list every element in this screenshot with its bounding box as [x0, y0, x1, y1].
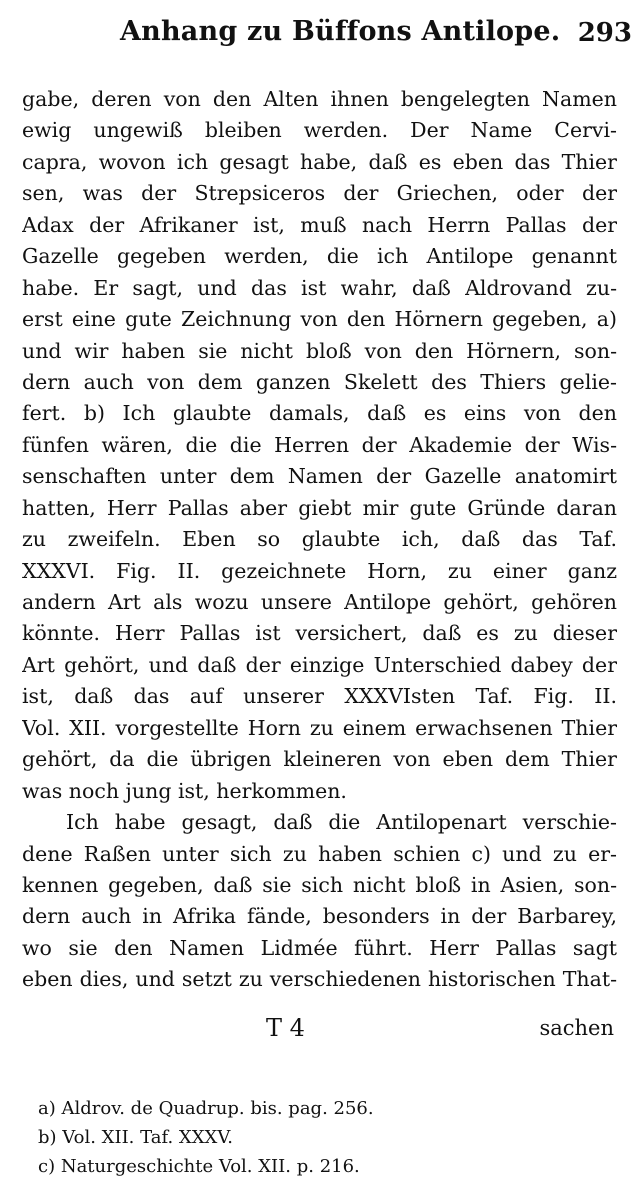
text-line: senschaften unter dem Namen der Gazelle anatomirt	[22, 464, 617, 489]
body-text	[22, 84, 617, 996]
text-line: Ich habe gesagt, daß die Antilopenart verschie-	[66, 810, 617, 835]
footnote: a) Aldrov. de Quadrup. bis. pag. 256.	[38, 1098, 374, 1119]
text-line: erst eine gute Zeichnung von den Hörnern gegeben, a)	[22, 307, 617, 332]
text-line: Gazelle gegeben werden, die ich Antilope genannt	[22, 244, 617, 269]
text-line: Vol. XII. vorgestellte Horn zu einem erwachsenen Thier	[22, 715, 617, 740]
text-line: kennen gegeben, daß sie sich nicht bloß in Asien, son-	[22, 872, 617, 897]
text-line: ewig ungewiß bleiben werden. Der Name Cervi-	[22, 118, 617, 143]
catchword: sachen	[539, 1016, 614, 1040]
text-line: eben dies, und setzt zu verschiedenen historischen That-	[22, 967, 617, 992]
text-line: dern auch von dem ganzen Skelett des Thiers gelie-	[22, 369, 617, 394]
text-line: und wir haben sie nicht bloß von den Hörnern, son-	[22, 338, 617, 363]
text-line: habe. Er sagt, und das ist wahr, daß Aldrovand zu-	[22, 275, 617, 300]
running-title: Anhang zu Büffons Antilope.	[120, 16, 561, 47]
text-line: Art gehört, und daß der einzige Unterschied dabey der	[22, 652, 617, 677]
text-line: dern auch in Afrika fände, besonders in der Barbarey,	[22, 904, 617, 929]
text-line: Adax der Afrikaner ist, muß nach Herrn Pallas der	[22, 212, 617, 237]
text-line: hatten, Herr Pallas aber giebt mir gute Gründe daran	[22, 495, 617, 520]
text-line: wo sie den Namen Lidmée führt. Herr Pallas sagt	[22, 935, 617, 960]
text-line: zu zweifeln. Eben so glaubte ich, daß das Taf.	[22, 527, 617, 552]
footnote: b) Vol. XII. Taf. XXXV.	[38, 1127, 233, 1148]
text-line: könnte. Herr Pallas ist versichert, daß es zu dieser	[22, 621, 617, 646]
text-line: sen, was der Strepsiceros der Griechen, oder der	[22, 181, 617, 206]
signature-mark: T 4	[266, 1014, 305, 1042]
page-number: 293	[577, 18, 632, 48]
text-line: dene Raßen unter sich zu haben schien c) und zu er-	[22, 841, 617, 866]
page-header	[120, 12, 634, 52]
footnote: c) Naturgeschichte Vol. XII. p. 216.	[38, 1156, 360, 1177]
text-line: fert. b) Ich glaubte damals, daß es eins von den	[22, 401, 617, 426]
text-line: andern Art als wozu unsere Antilope gehört, gehören	[22, 590, 617, 614]
text-line: fünfen wären, die die Herren der Akademie der Wis-	[22, 432, 617, 457]
footnotes	[38, 1094, 598, 1181]
text-line: capra, wovon ich gesagt habe, daß es eben das Thier	[22, 149, 617, 174]
text-line: gehört, da die übrigen kleineren von eben dem Thier	[22, 747, 617, 772]
text-line: gabe, deren von den Alten ihnen bengelegten Namen	[22, 87, 617, 111]
text-line: was noch jung ist, herkommen.	[22, 778, 347, 803]
text-line: XXXVI. Fig. II. gezeichnete Horn, zu einer ganz	[22, 558, 617, 583]
text-line: ist, daß das auf unserer XXXVIsten Taf. Fig. II.	[22, 684, 617, 709]
